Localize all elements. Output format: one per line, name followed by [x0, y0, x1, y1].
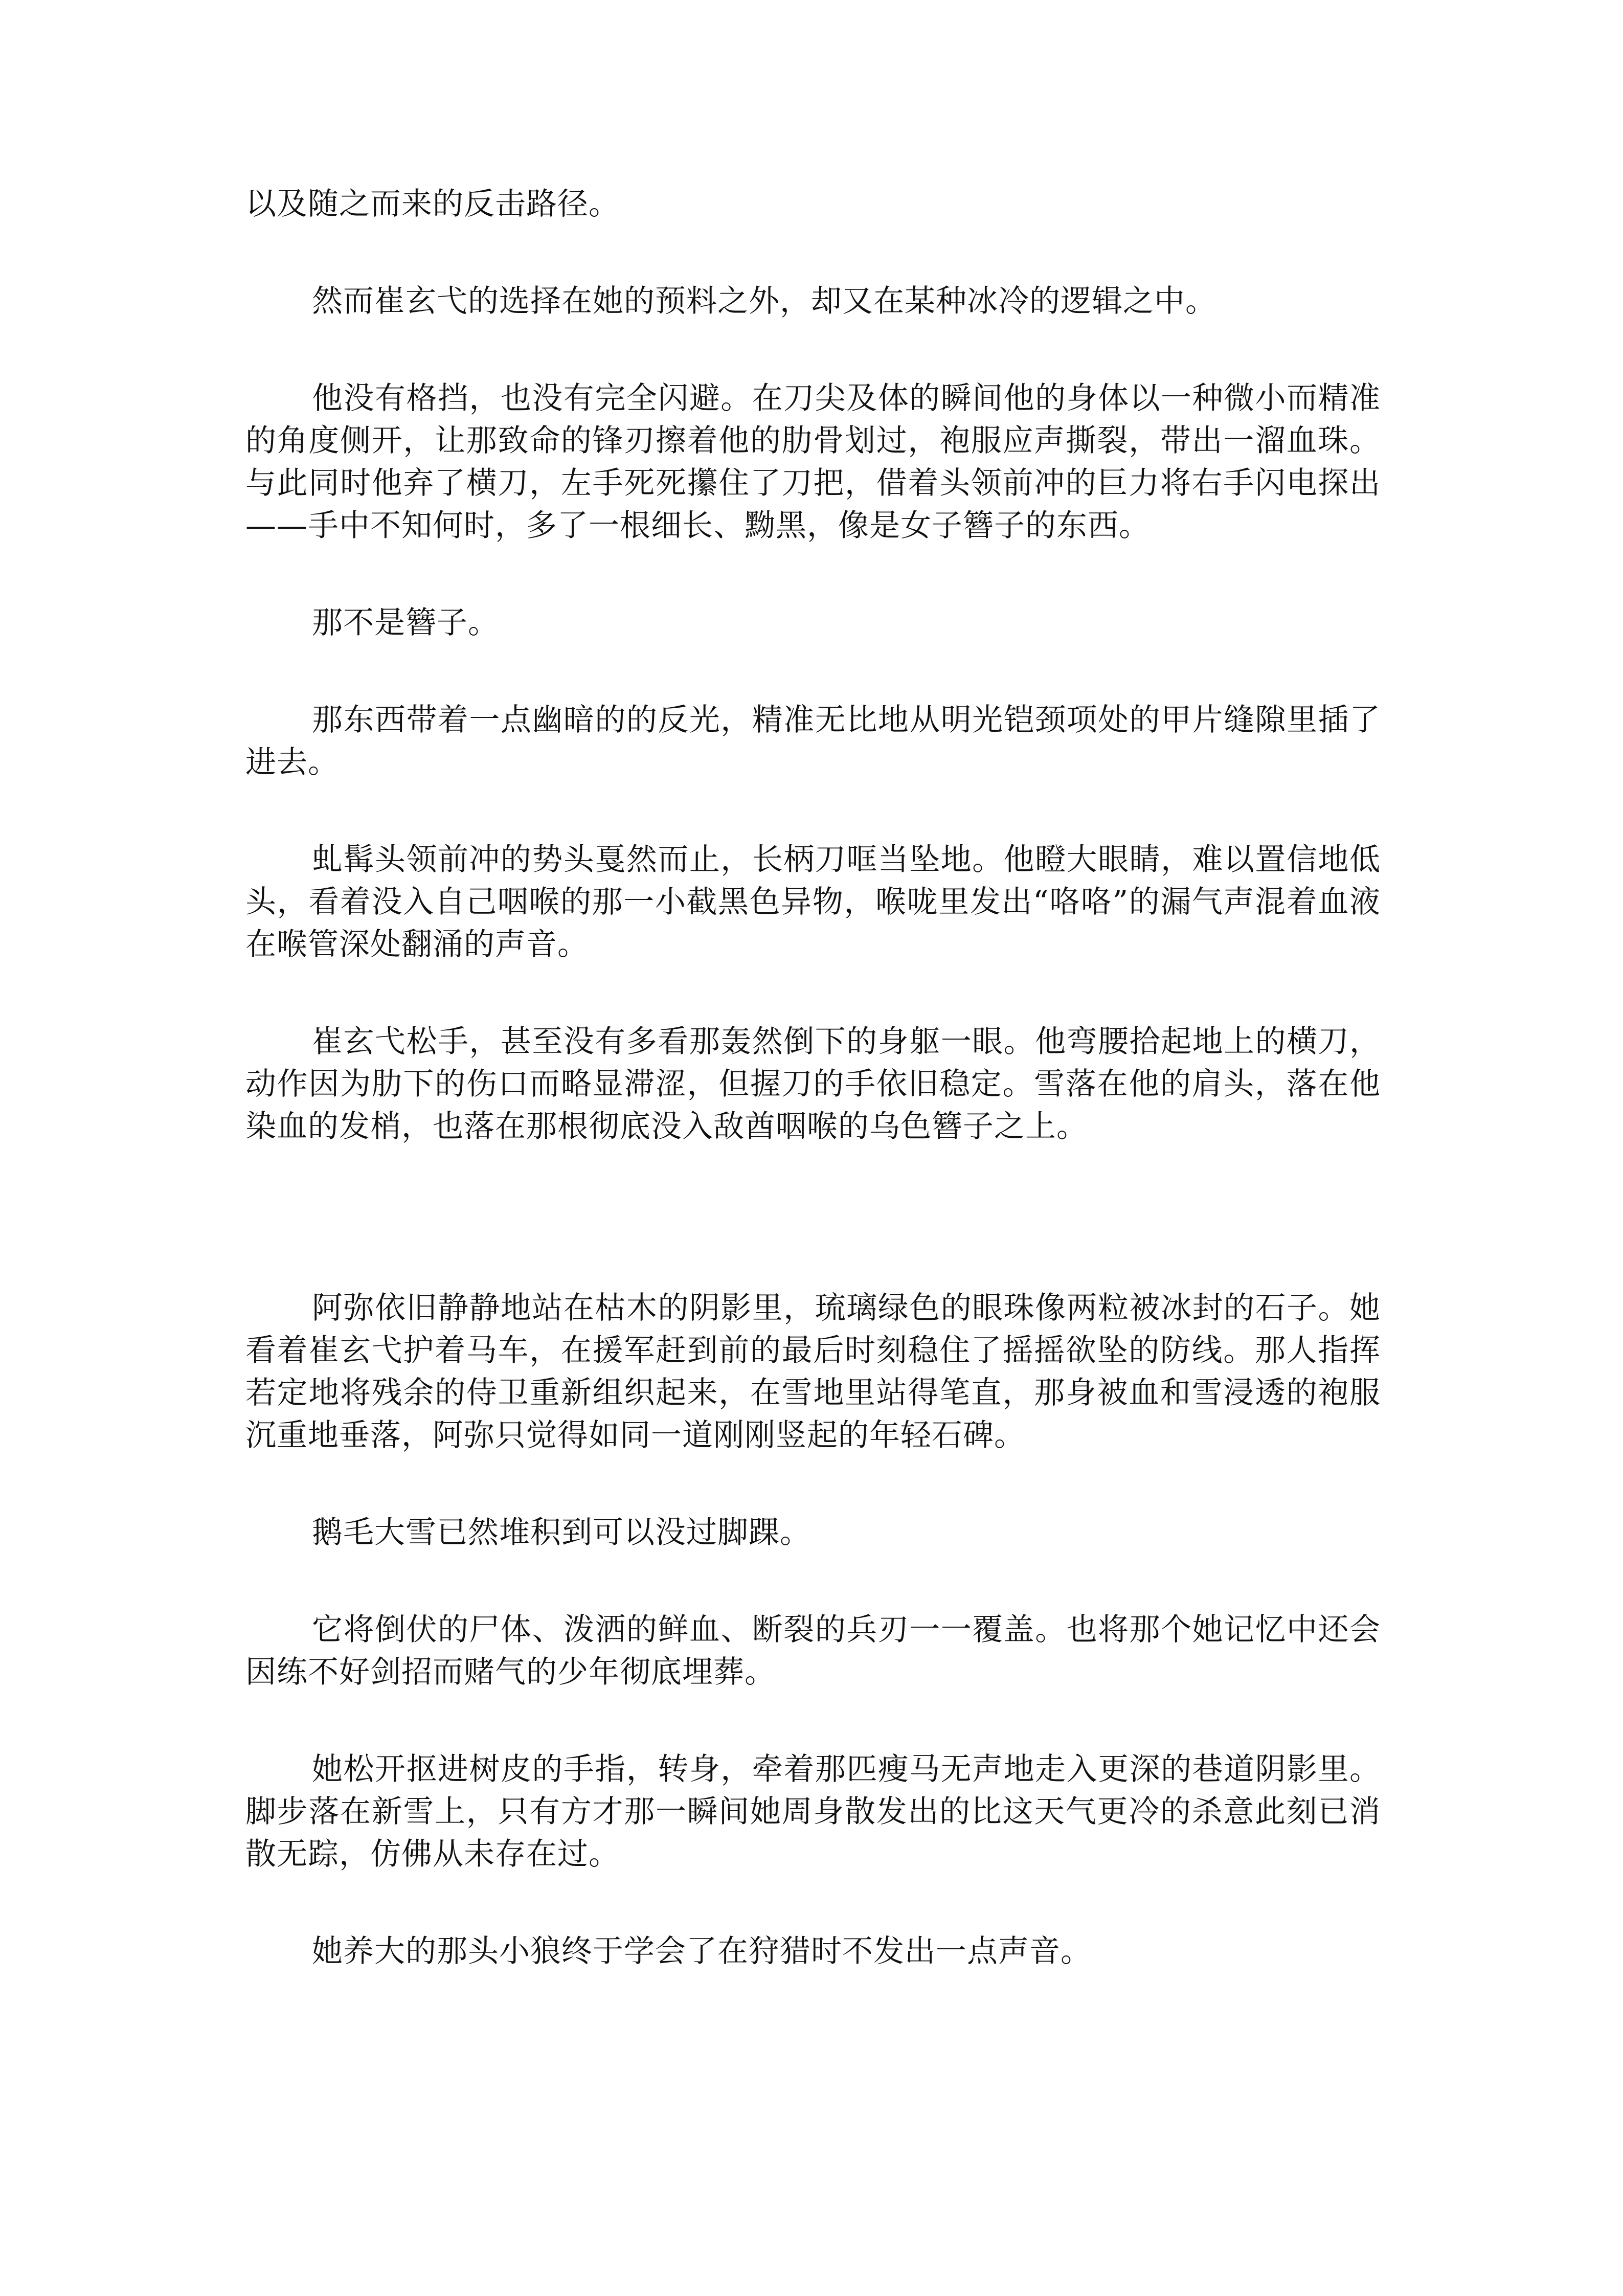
paragraph-2: 然而崔玄弋的选择在她的预料之外，却又在某种冰冷的逻辑之中。	[312, 283, 1216, 319]
body-text	[245, 183, 1381, 1973]
paragraph-9: 鹅毛大雪已然堆积到可以没过脚踝。	[312, 1515, 811, 1550]
paragraph-3: 他没有格挡，也没有完全闪避。在刀尖及体的瞬间他的身体以一种微小而精准的角度侧开，让那致命的锋刃擦着他的肋骨划过，袍服应声撕裂，带出一溜血珠。与此同时他弃了横刀，左手死死攥住了刀把，借着头领前冲的巨力将右手闪电探出——手中不知何时，多了一根细长、黝黑，像是女子簪子的东西。	[245, 380, 1381, 544]
paragraph-10: 它将倒伏的尸体、泼洒的鲜血、断裂的兵刃一一覆盖。也将那个她记忆中还会因练不好剑招而赌气的少年彻底埋葬。	[245, 1612, 1381, 1690]
paragraph-5: 那东西带着一点幽暗的的反光，精准无比地从明光铠颈项处的甲片缝隙里插了进去。	[245, 702, 1381, 780]
paragraph-7: 崔玄弋松手，甚至没有多看那轰然倒下的身躯一眼。他弯腰拾起地上的横刀，动作因为肋下的伤口而略显滞涩，但握刀的手依旧稳定。雪落在他的肩头，落在他染血的发梢，也落在那根彻底没入敌酋咽喉的乌色簪子之上。	[245, 1024, 1381, 1144]
paragraph-6: 虬髯头领前冲的势头戛然而止，长柄刀哐当坠地。他瞪大眼睛，难以置信地低头，看着没入自己咽喉的那一小截黑色异物，喉咙里发出“咯咯”的漏气声混着血液在喉管深处翻涌的声音。	[245, 842, 1381, 962]
paragraph-11: 她松开抠进树皮的手指，转身，牵着那匹瘦马无声地走入更深的巷道阴影里。脚步落在新雪上，只有方才那一瞬间她周身散发出的比这天气更冷的杀意此刻已消散无踪，仿佛从未存在过。	[245, 1751, 1381, 1872]
paragraph-4: 那不是簪子。	[312, 605, 499, 641]
paragraph-8: 阿弥依旧静静地站在枯木的阴影里，琉璃绿色的眼珠像两粒被冰封的石子。她看着崔玄弋护着马车，在援军赶到前的最后时刻稳住了摇摇欲坠的防线。那人指挥若定地将残余的侍卫重新组织起来，在雪地里站得笔直，那身被血和雪浸透的袍服沉重地垂落，阿弥只觉得如同一道刚刚竖起的年轻石碑。	[245, 1290, 1381, 1453]
paragraph-1: 以及随之而来的反击路径。	[245, 186, 620, 222]
paragraph-12: 她养大的那头小狼终于学会了在狩猎时不发出一点声音。	[312, 1933, 1092, 1969]
